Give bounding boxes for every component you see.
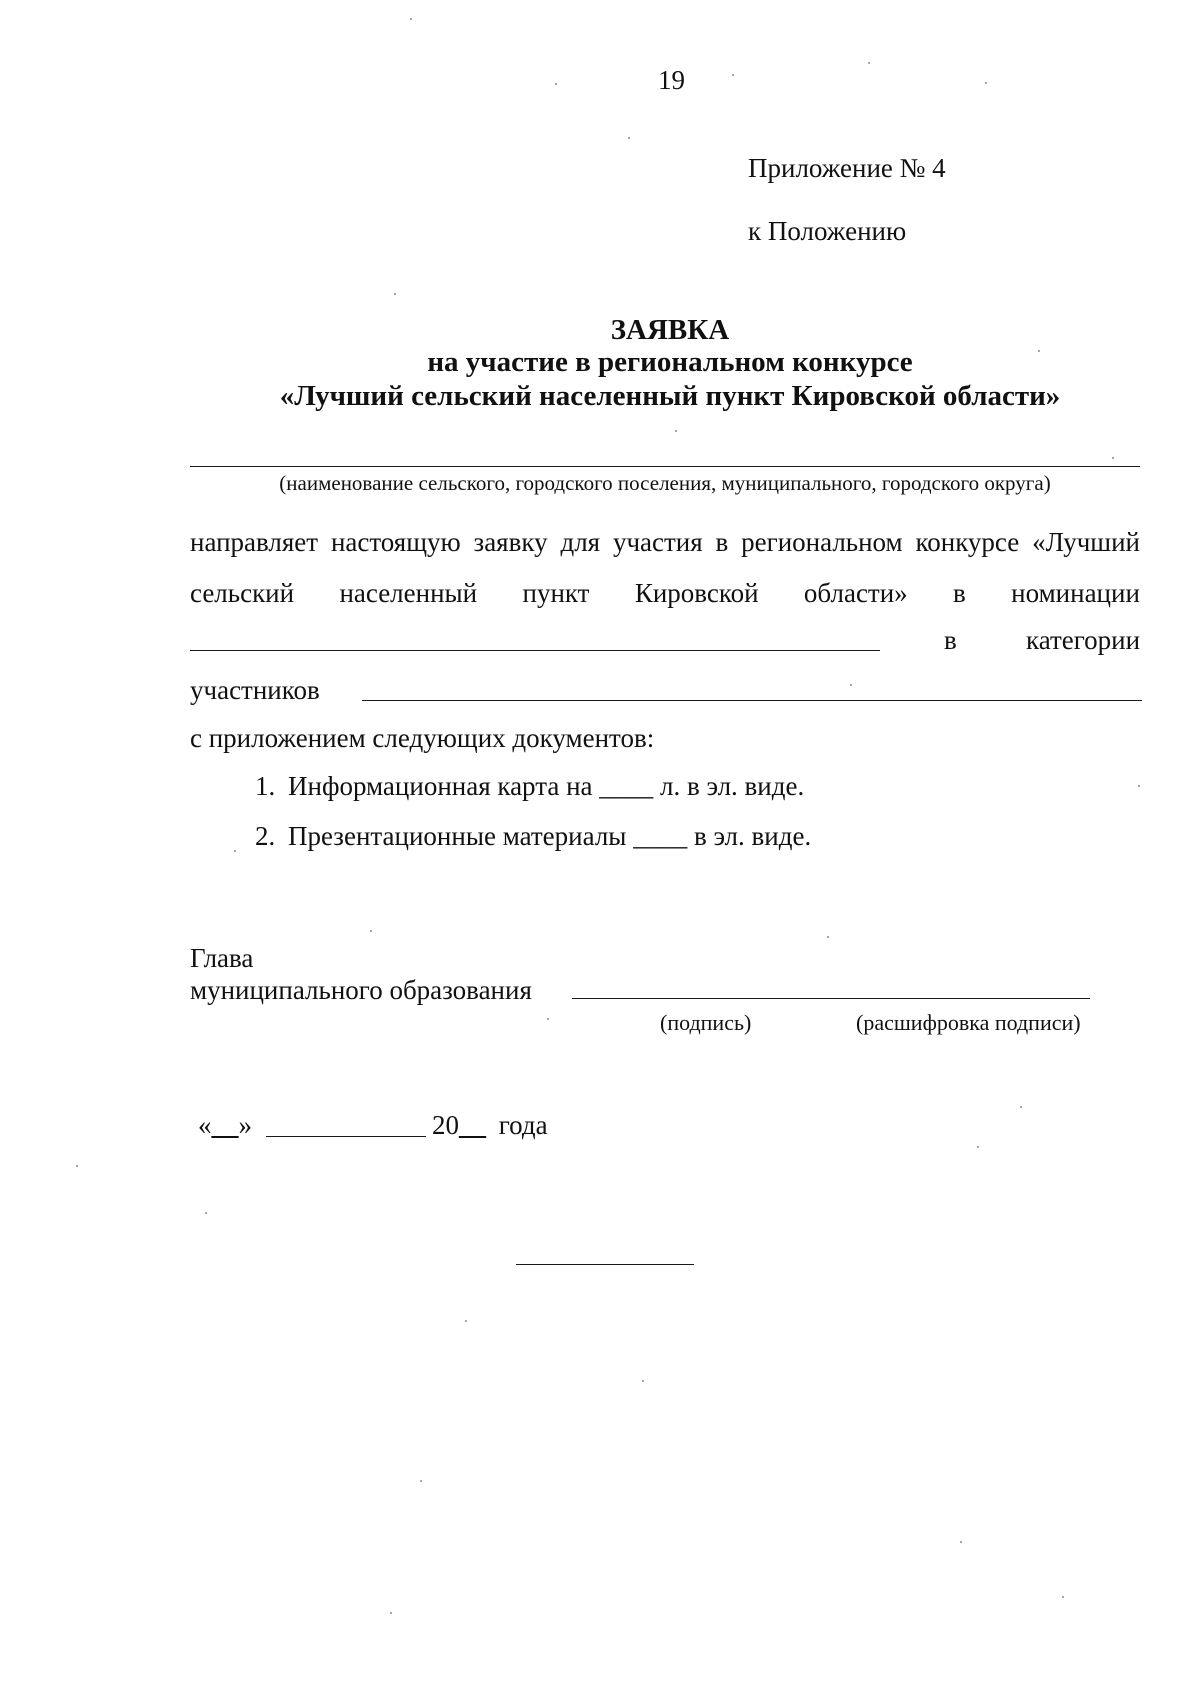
- scan-speck: [1112, 457, 1114, 459]
- date-year-blank: __: [459, 1110, 486, 1140]
- body-word: области»: [803, 578, 908, 608]
- scan-speck: [234, 850, 236, 852]
- scan-speck: [1020, 1106, 1022, 1108]
- scan-speck: [675, 430, 677, 432]
- appendix-reference: к Положению: [748, 216, 907, 246]
- scan-speck: [1038, 350, 1040, 352]
- settlement-name-line: [190, 466, 1140, 467]
- signature-caption: (подпись): [660, 1010, 752, 1035]
- date-open-quote: «: [198, 1110, 212, 1140]
- scan-speck: [977, 1146, 979, 1148]
- settlement-name-caption: (наименование сельского, городского поселения, муниципального, городского округа): [279, 471, 1051, 495]
- list-text: Презентационные материалы: [288, 821, 627, 851]
- scan-speck: [420, 1480, 422, 1482]
- attachments-intro: с приложением следующих документов:: [190, 723, 655, 753]
- scan-speck: [827, 936, 829, 938]
- scan-speck: [1062, 1596, 1064, 1598]
- body-word: в: [953, 578, 966, 608]
- closing-separator: [516, 1264, 694, 1265]
- scan-speck: [370, 930, 372, 932]
- date-day-blank: __: [211, 1110, 239, 1140]
- scan-speck: [642, 1380, 644, 1382]
- scan-speck: [850, 684, 852, 686]
- date-suffix: года: [498, 1110, 548, 1140]
- document-subtitle: на участие в региональном конкурсе: [427, 346, 913, 378]
- appendix-number: Приложение № 4: [748, 153, 946, 183]
- scan-speck: [960, 1541, 962, 1543]
- date-line: [198, 1109, 252, 1141]
- signatory-title-line-2: муниципального образования: [190, 975, 532, 1005]
- page-number: 19: [658, 65, 685, 95]
- scan-speck: [465, 1320, 467, 1322]
- signature-line: [572, 998, 1090, 999]
- scan-speck: [868, 62, 870, 64]
- scan-speck: [555, 83, 557, 85]
- body-word: номинации: [1011, 578, 1140, 608]
- pages-blank: ____: [599, 771, 654, 801]
- nomination-blank-line: [190, 650, 880, 651]
- body-line-1: направляет настоящую заявку для участия в региональном конкурсе «Лучший: [190, 527, 1140, 557]
- scan-speck: [985, 82, 987, 84]
- list-text: л. в эл. виде.: [660, 771, 805, 801]
- participants-label: участников: [190, 675, 320, 705]
- date-month-blank-line: [266, 1136, 426, 1137]
- scan-speck: [410, 18, 412, 20]
- body-word-category: категории: [1026, 625, 1141, 655]
- document-item-1: [255, 770, 804, 802]
- body-word: пункт: [522, 578, 590, 608]
- document-title: ЗАЯВКА: [610, 314, 730, 346]
- body-word-v: в: [944, 625, 957, 655]
- list-number: 1.: [255, 771, 276, 801]
- date-year-prefix: 20: [432, 1110, 459, 1140]
- scan-speck: [390, 1612, 392, 1614]
- participants-category-blank-line: [362, 700, 1142, 701]
- body-word: сельский: [190, 578, 295, 608]
- date-year: [432, 1109, 548, 1141]
- body-line-2: [190, 577, 1140, 609]
- scan-speck: [205, 1212, 207, 1214]
- body-word: Кировской: [634, 578, 759, 608]
- pages-blank: ____: [633, 821, 688, 851]
- signature-decode-caption: (расшифровка подписи): [856, 1010, 1081, 1035]
- list-text: Информационная карта на: [288, 771, 593, 801]
- scan-speck: [1138, 785, 1140, 787]
- contest-name: «Лучший сельский населенный пункт Кировской области»: [279, 380, 1061, 412]
- document-item-2: [255, 820, 811, 852]
- scan-speck: [547, 1018, 549, 1020]
- list-number: 2.: [255, 821, 276, 851]
- body-word: населенный: [339, 578, 478, 608]
- scan-speck: [628, 137, 630, 139]
- scan-speck: [394, 293, 396, 295]
- signatory-title-line-1: Глава: [190, 943, 254, 973]
- list-text: в эл. виде.: [693, 821, 812, 851]
- date-close-quote: »: [238, 1110, 252, 1140]
- scan-speck: [732, 74, 734, 76]
- scan-speck: [76, 1165, 78, 1167]
